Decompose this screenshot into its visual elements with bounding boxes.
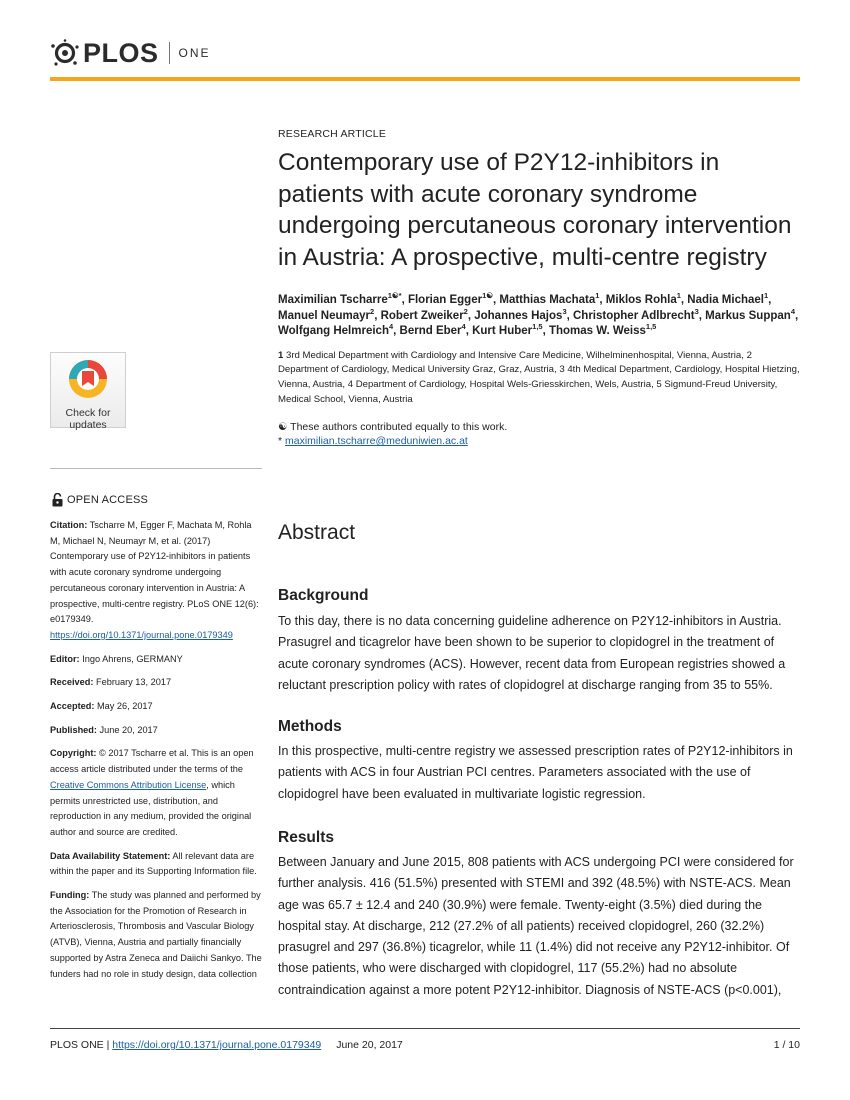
author-name: Bernd Eber xyxy=(399,325,462,337)
methods-text: In this prospective, multi-centre registry we assessed prescription rates of P2Y12-inhibitors in patients with ACS in four Austrian PCI centres. Parameters associated with the use of clopidogrel have been evaluated in multivariate logistic regression. xyxy=(278,744,793,801)
data-availability-label: Data Availability Statement: xyxy=(50,850,171,861)
sidebar-divider xyxy=(50,468,262,469)
corresponding-author xyxy=(278,434,802,449)
author-affiliation-sup: 1 xyxy=(676,291,681,301)
open-lock-icon xyxy=(52,493,63,507)
author-item xyxy=(278,322,394,337)
affiliation-first-number: 1 xyxy=(278,349,284,361)
header-accent-rule xyxy=(50,77,800,81)
article-metadata-sidebar xyxy=(50,518,262,990)
results-text: Between January and June 2015, 808 patients with ACS undergoing PCI were considered for further analysis. 416 (51.5%) presented with STEMI and 392 (48.5%) with NSTE-ACS. Mean age was 65.7 ± 12.4 and 240 (30.9%) were female. Twenty-eight (3.5%) died during the hospital stay. At discharge, 212 (27.2% of all patients) received clopidogrel, 260 (32.2%) prasugrel and 297 (36.8%) ticagrelor, while 11 (1.4%) did not receive any P2Y12-inhibitor. Of those patients, who were discharged with clopidogrel, 117 (55.2%) had no absolute contraindication against a more potent P2Y12-inhibitor. Diagnosis of NSTE-ACS (p<0.001), xyxy=(278,855,794,997)
corresponding-email-link[interactable]: maximilian.tscharre@meduniwien.ac.at xyxy=(285,435,468,448)
author-item xyxy=(399,322,466,337)
article-type: RESEARCH ARTICLE xyxy=(278,128,387,140)
author-name: Miklos Rohla xyxy=(605,294,677,306)
author-name: Maximilian Tscharre xyxy=(278,294,388,306)
plos-one-logo[interactable] xyxy=(50,38,211,68)
author-affiliation-sup: 4 xyxy=(790,306,795,316)
methods-heading: Methods xyxy=(278,718,342,735)
funding-label: Funding: xyxy=(50,890,90,901)
editor-value: Ingo Ahrens, GERMANY xyxy=(82,653,183,664)
data-availability-block xyxy=(50,849,262,880)
author-item xyxy=(687,291,769,306)
author-affiliation-sup: 1☯ xyxy=(482,291,493,301)
check-for-updates-badge[interactable] xyxy=(50,352,126,431)
author-affiliation-sup: 1,5 xyxy=(645,322,657,332)
accepted-block xyxy=(50,699,262,715)
corresponding-marker: * xyxy=(278,435,283,448)
author-affiliation-sup: 2 xyxy=(370,306,375,316)
results-heading: Results xyxy=(278,829,334,846)
published-value: June 20, 2017 xyxy=(99,724,158,735)
footer-doi-link[interactable]: https://doi.org/10.1371/journal.pone.0179349 xyxy=(112,1039,322,1051)
copyright-block xyxy=(50,746,262,840)
author-affiliation-sup: 1 xyxy=(764,291,769,301)
background-heading: Background xyxy=(278,587,369,604)
author-affiliation-sup: 2 xyxy=(463,306,468,316)
article-title: Contemporary use of P2Y12-inhibitors in patients with acute coronary syndrome undergoing percutaneous coronary intervention in Austria: A prospective, multi-centre registry xyxy=(278,149,792,271)
author-item xyxy=(474,306,567,322)
funding-block xyxy=(50,888,262,982)
open-access-label: OPEN ACCESS xyxy=(67,494,149,506)
copyright-label: Copyright: xyxy=(50,748,97,759)
citation-label: Citation: xyxy=(50,520,88,530)
author-affiliation-sup: 3 xyxy=(562,306,567,316)
funding-text: The study was planned and performed by the Association for the Promotion of Research in Arteriosclerosis, Thrombosis and Vascular Biology (ATVB), Vienna, Austria and partially financially supported by Astra Zeneca and Daiichi Sankyo. The funders had no role in study design, data collection xyxy=(50,890,262,979)
citation-block xyxy=(50,518,262,644)
author-affiliation-sup: 4 xyxy=(388,322,394,332)
page-footer xyxy=(50,1039,800,1051)
author-affiliation-sup: 1 xyxy=(595,291,600,301)
affiliations xyxy=(278,349,802,408)
received-block xyxy=(50,675,262,691)
open-access-badge xyxy=(52,493,148,507)
equal-contribution-icon: ☯ xyxy=(278,420,288,433)
background-text: To this day, there is no data concerning guideline adherence on P2Y12-inhibitors in Austria. Prasugrel and ticagrelor have been shown to be superior to clopidogrel in the treatment of acute coronary syndromes (ACS). However, recent data from European registries showed a reluctant prescription policy with rates of clopidogrel at discharge ranging from 35 to 55%. xyxy=(278,614,786,692)
received-value: February 13, 2017 xyxy=(95,677,172,688)
author-item xyxy=(278,291,402,306)
citation-text: Tscharre M, Egger F, Machata M, Rohla M, Michael N, Neumayr M, et al. (2017) Contemporary use of P2Y12-inhibitors in patients with acute coronary syndrome undergoing percutaneous coronary intervention in Austria: A prospective, multi-centre registry. PLoS ONE 12(6): e0179349. xyxy=(50,520,259,625)
editor-block xyxy=(50,652,262,668)
plos-logo-icon xyxy=(50,38,80,68)
accepted-value: May 26, 2017 xyxy=(96,701,153,712)
copyright-text-end: , which permits unrestricted use, distribution, and reproduction in any medium, provided the original author and source are credited. xyxy=(50,779,252,837)
author-name: Florian Egger xyxy=(407,294,483,306)
check-for-updates-label: Check for updates xyxy=(65,407,111,431)
author-name: Thomas W. Weiss xyxy=(548,325,646,337)
author-name: Nadia Michael xyxy=(687,294,764,306)
author-affiliation-sup: 4 xyxy=(461,322,466,332)
published-label: Published: xyxy=(50,724,97,735)
author-item xyxy=(705,306,795,322)
abstract-heading: Abstract xyxy=(278,521,356,544)
crossmark-icon xyxy=(67,358,109,400)
logo-brand-text: PLOS xyxy=(83,37,159,68)
equal-contribution-text: These authors contributed equally to this work. xyxy=(290,420,508,433)
author-list: Maximilian Tscharre$^{1☯*}$, Florian Egger$^{1☯}$, Matthias Machata$^1$, Miklos Rohla$^1$, Nadia Michael$^1$, Manuel Neumayr$^2$, Robert Zweiker$^2$, Johannes Hajos$^3$, Christopher Adlbrecht$^3$, Markus Suppan$^4$, Wolfgang Helmreich$^4$, Bernd Eber$^4$, Kurt Huber$^{1,5}$, Thomas W. Weiss$^{1,5}$ xyxy=(278,291,799,337)
author-item xyxy=(573,306,699,322)
author-name: Wolfgang Helmreich xyxy=(278,325,389,337)
author-name: Manuel Neumayr xyxy=(278,309,371,322)
footer-date: June 20, 2017 xyxy=(336,1039,403,1051)
equal-contribution-note xyxy=(278,420,802,435)
citation-doi-link[interactable]: https://doi.org/10.1371/journal.pone.0179349 xyxy=(50,629,233,640)
author-item xyxy=(472,322,543,337)
logo-journal-text: ONE xyxy=(178,46,211,60)
author-item xyxy=(278,306,375,322)
accepted-label: Accepted: xyxy=(50,701,95,712)
footer-journal: PLOS ONE | xyxy=(50,1039,110,1051)
data-availability-text: All relevant data are within the paper and its Supporting Information file. xyxy=(50,850,257,877)
author-name: Markus Suppan xyxy=(705,309,791,322)
author-name: Kurt Huber xyxy=(472,325,533,337)
author-affiliation-sup: 1☯* xyxy=(387,291,402,301)
article-header xyxy=(278,128,802,449)
copyright-text: © 2017 Tscharre et al. This is an open access article distributed under the terms of the xyxy=(50,748,254,775)
author-name: Robert Zweiker xyxy=(380,309,464,322)
author-item xyxy=(380,306,468,322)
author-affiliation-sup: 3 xyxy=(694,306,699,316)
footer-rule xyxy=(50,1028,800,1029)
author-name: Matthias Machata xyxy=(499,294,596,306)
received-label: Received: xyxy=(50,677,94,688)
author-name: Christopher Adlbrecht xyxy=(573,309,695,322)
author-item xyxy=(605,291,681,306)
author-item xyxy=(407,291,493,306)
published-block xyxy=(50,723,262,739)
affiliations-text: 3rd Medical Department with Cardiology and Intensive Care Medicine, Wilhelminenhospital, Vienna, Austria, 2 Department of Cardiology, Medical University Graz, Graz, Austria, 3 4th Medical Department, Cardiology, Hospital Hietzing, Vienna, Austria, 4 Department of Cardiology, Hospital Wels-Griesskirchen, Wels, Austria, 5 Sigmund-Freud University, Medical School, Vienna, Austria xyxy=(278,349,800,405)
author-item xyxy=(499,291,600,306)
author-affiliation-sup: 1,5 xyxy=(532,322,543,332)
page-number: 1 / 10 xyxy=(773,1039,800,1051)
author-item xyxy=(548,322,657,337)
author-name: Johannes Hajos xyxy=(474,309,563,322)
license-link[interactable]: Creative Commons Attribution License xyxy=(50,779,207,790)
logo-separator xyxy=(169,42,170,64)
editor-label: Editor: xyxy=(50,653,80,664)
